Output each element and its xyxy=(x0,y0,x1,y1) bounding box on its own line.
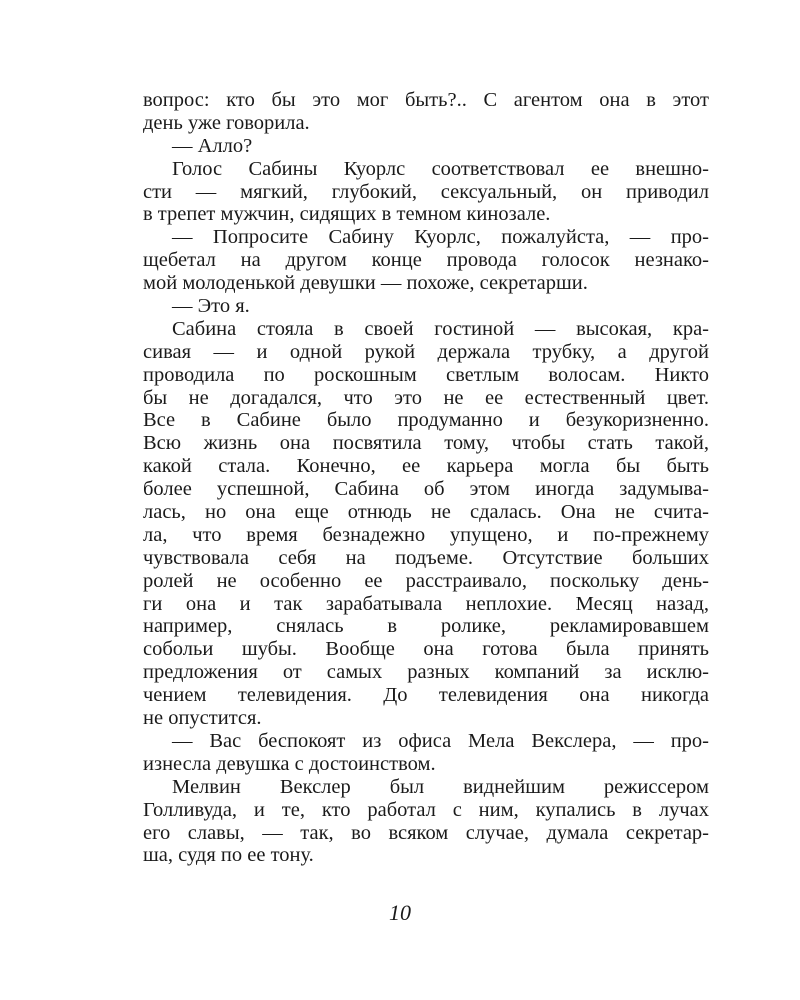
text-line: Мелвин Векслер был виднейшим режиссером xyxy=(172,775,709,798)
text-line: Сабина стояла в своей гостиной — высокая, кра- xyxy=(172,317,709,340)
text-line: изнесла девушка с достоинством. xyxy=(143,752,436,775)
text-line: предложения от самых разных компаний за исклю- xyxy=(143,661,709,684)
text-line: вопрос: кто бы это мог быть?.. С агентом она в этот xyxy=(143,89,709,111)
text-line: какой стала. Конечно, ее карьера могла бы быть xyxy=(143,455,709,478)
text-line: более успешной, Сабина об этом иногда задумыва- xyxy=(143,478,709,501)
text-line: ла, что время безнадежно упущено, и по-прежнему xyxy=(143,523,709,546)
page-number: 10 xyxy=(389,900,411,925)
text-line: проводила по роскошным светлым волосам. Никто xyxy=(143,363,709,386)
text-line: ги она и так зарабатывала неплохие. Месяц назад, xyxy=(143,592,709,615)
text-line: ролей не особенно ее расстраивало, поскольку день- xyxy=(143,569,709,592)
text-line: — Алло? xyxy=(172,134,253,157)
text-line: Голос Сабины Куорлс соответствовал ее внешно- xyxy=(172,157,709,180)
body-text xyxy=(143,89,709,867)
text-line: мой молоденькой девушки — похоже, секретарши. xyxy=(143,272,588,295)
text-line: Всю жизнь она посвятила тому, чтобы стать такой, xyxy=(143,432,709,455)
text-line: собольи шубы. Вообще она готова была принять xyxy=(143,638,709,661)
text-line: — Вас беспокоят из офиса Мела Векслера, — про- xyxy=(172,729,709,752)
text-line: лась, но она еще отнюдь не сдалась. Она не счита- xyxy=(143,501,709,524)
text-line: щебетал на другом конце провода голосок незнако- xyxy=(143,249,709,272)
text-line: в трепет мужчин, сидящих в темном кинозале. xyxy=(143,203,551,226)
text-line: сивая — и одной рукой держала трубку, а другой xyxy=(143,340,709,363)
text-line: день уже говорила. xyxy=(143,111,310,134)
text-line: бы не догадался, что это не ее естественный цвет. xyxy=(143,386,709,409)
text-line: чувствовала себя на подъеме. Отсутствие больших xyxy=(143,546,709,569)
text-line: не опустится. xyxy=(143,707,262,730)
text-line: — Попросите Сабину Куорлс, пожалуйста, — про- xyxy=(172,226,709,249)
text-line: Все в Сабине было продуманно и безукоризненно. xyxy=(143,409,709,432)
text-line: — Это я. xyxy=(172,295,250,318)
text-line: например, снялась в ролике, рекламировавшем xyxy=(143,615,709,638)
text-line: его славы, — так, во всяком случае, думала секретар- xyxy=(143,821,709,844)
text-line: ша, судя по ее тону. xyxy=(143,844,314,867)
text-line: сти — мягкий, глубокий, сексуальный, он приводил xyxy=(143,180,709,203)
text-line: Голливуда, и те, кто работал с ним, купались в лучах xyxy=(143,798,709,821)
text-line: чением телевидения. До телевидения она никогда xyxy=(143,684,709,707)
